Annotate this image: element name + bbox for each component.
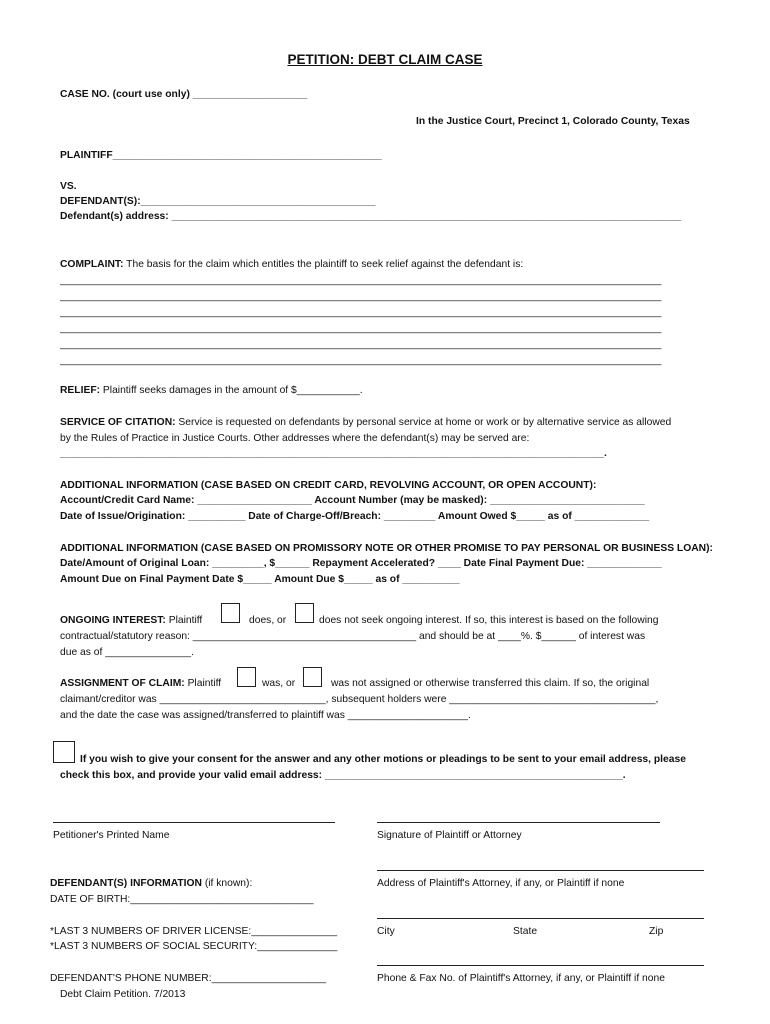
zip-caption: Zip <box>649 926 664 937</box>
complaint-text: The basis for the claim which entitles the plaintiff to seek relief against the defendant is: <box>123 259 524 270</box>
phone-fax-line[interactable] <box>377 965 704 966</box>
petitioner-name-line[interactable] <box>53 822 335 823</box>
assignment-was-checkbox[interactable] <box>237 667 256 687</box>
service-text: Service is requested on defendants by personal service at home or work or by alternative service as allowed <box>175 417 672 428</box>
court-name: In the Justice Court, Precinct 1, Colorado County, Texas <box>416 116 690 127</box>
date-of-birth-field[interactable]: DATE OF BIRTH:________________________________ <box>50 894 314 905</box>
form-title: PETITION: DEBT CLAIM CASE <box>287 52 483 67</box>
assignment-line-2[interactable]: claimant/creditor was _____________________________, subsequent holders were ____________________________________, <box>60 694 659 705</box>
email-consent-checkbox[interactable] <box>53 741 75 763</box>
assignment-label: ASSIGNMENT OF CLAIM: <box>60 678 185 689</box>
interest-does-not-label: does not seek ongoing interest. If so, this interest is based on the following <box>319 615 659 626</box>
driver-license-field[interactable]: *LAST 3 NUMBERS OF DRIVER LICENSE:_______________ <box>50 926 338 937</box>
relief-statement[interactable] <box>60 384 363 397</box>
versus-label: VS. <box>60 181 77 192</box>
interest-label: ONGOING INTEREST: <box>60 615 166 626</box>
assignment-was-not-label: was not assigned or otherwise transferred this claim. If so, the original <box>331 678 650 689</box>
complaint-line[interactable]: _________________________________________________________________________________________________________ <box>60 355 662 366</box>
complaint-line[interactable]: _________________________________________________________________________________________________________ <box>60 323 662 334</box>
signature-caption: Signature of Plaintiff or Attorney <box>377 830 522 841</box>
complaint-statement <box>60 258 523 271</box>
defendant-info-label: DEFENDANT(S) INFORMATION <box>50 878 202 889</box>
credit-line-2[interactable]: Date of Issue/Origination: __________ Date of Charge-Off/Breach: _________ Amount Owed $_____ as of _____________ <box>60 511 650 522</box>
form-footer: Debt Claim Petition. 7/2013 <box>60 989 186 1000</box>
service-address-field[interactable]: _______________________________________________________________________________________________. <box>60 448 607 459</box>
defendant-address-field[interactable]: Defendant(s) address: _________________________________________________________________________________________ <box>60 211 682 222</box>
phone-fax-caption: Phone & Fax No. of Plaintiff's Attorney, if any, or Plaintiff if none <box>377 973 665 984</box>
interest-line-2[interactable]: contractual/statutory reason: _______________________________________ and should be at ____%. $______ of interest was <box>60 631 646 642</box>
complaint-label: COMPLAINT: <box>60 259 124 270</box>
interest-line-3[interactable]: due as of _______________. <box>60 647 194 658</box>
attorney-address-caption: Address of Plaintiff's Attorney, if any, or Plaintiff if none <box>377 878 625 889</box>
consent-line-1: If you wish to give your consent for the answer and any other motions or pleadings to be sent to your email address, please <box>80 754 686 765</box>
complaint-line[interactable]: _________________________________________________________________________________________________________ <box>60 275 662 286</box>
case-number-field[interactable]: CASE NO. (court use only) ____________________ <box>60 89 308 100</box>
plaintiff-field[interactable]: PLAINTIFF_______________________________________________ <box>60 150 382 161</box>
assignment-was-label: was, or <box>262 678 296 689</box>
defendant-phone-field[interactable]: DEFENDANT'S PHONE NUMBER:____________________ <box>50 973 327 984</box>
service-label: SERVICE OF CITATION: <box>60 417 176 428</box>
interest-does-checkbox[interactable] <box>221 603 240 623</box>
complaint-line[interactable]: _________________________________________________________________________________________________________ <box>60 291 662 302</box>
city-state-zip-line[interactable] <box>377 918 704 919</box>
state-caption: State <box>513 926 538 937</box>
defendant-info-heading <box>50 877 252 890</box>
relief-label: RELIEF: <box>60 385 101 396</box>
defendants-field[interactable]: DEFENDANT(S):_________________________________________ <box>60 196 376 207</box>
signature-line[interactable] <box>377 822 660 823</box>
complaint-line[interactable]: _________________________________________________________________________________________________________ <box>60 339 662 350</box>
assignment-plaintiff: Plaintiff <box>184 678 222 689</box>
interest-does-label: does, or <box>249 615 287 626</box>
attorney-address-line[interactable] <box>377 870 704 871</box>
credit-heading: ADDITIONAL INFORMATION (CASE BASED ON CREDIT CARD, REVOLVING ACCOUNT, OR OPEN ACCOUNT): <box>60 480 597 491</box>
city-caption: City <box>377 926 395 937</box>
credit-line-1[interactable]: Account/Credit Card Name: ____________________ Account Number (may be masked): ___________________________ <box>60 495 645 506</box>
social-security-field[interactable]: *LAST 3 NUMBERS OF SOCIAL SECURITY:______________ <box>50 941 338 952</box>
assignment-label-group <box>60 677 221 690</box>
service-line-2: by the Rules of Practice in Justice Courts. Other addresses where the defendant(s) may be served are: <box>60 433 530 444</box>
interest-does-not-checkbox[interactable] <box>295 603 314 623</box>
loan-line-1[interactable]: Date/Amount of Original Loan: _________, $______ Repayment Accelerated? ____ Date Final Payment Due: _____________ <box>60 558 662 569</box>
interest-label-group <box>60 614 202 627</box>
defendant-info-known: (if known): <box>201 878 253 889</box>
relief-text: Plaintiff seeks damages in the amount of $___________. <box>100 385 363 396</box>
interest-plaintiff: Plaintiff <box>165 615 203 626</box>
consent-email-field[interactable]: check this box, and provide your valid email address: ____________________________________________________. <box>60 770 626 781</box>
loan-line-2[interactable]: Amount Due on Final Payment Date $_____ Amount Due $_____ as of __________ <box>60 574 460 585</box>
service-line-1 <box>60 416 671 429</box>
assignment-was-not-checkbox[interactable] <box>303 667 322 687</box>
assignment-line-3[interactable]: and the date the case was assigned/transferred to plaintiff was _____________________. <box>60 710 471 721</box>
complaint-line[interactable]: _________________________________________________________________________________________________________ <box>60 307 662 318</box>
loan-heading: ADDITIONAL INFORMATION (CASE BASED ON PROMISSORY NOTE OR OTHER PROMISE TO PAY PERSONAL OR BUSINESS LOAN): <box>60 543 713 554</box>
petitioner-name-caption: Petitioner's Printed Name <box>53 830 170 841</box>
